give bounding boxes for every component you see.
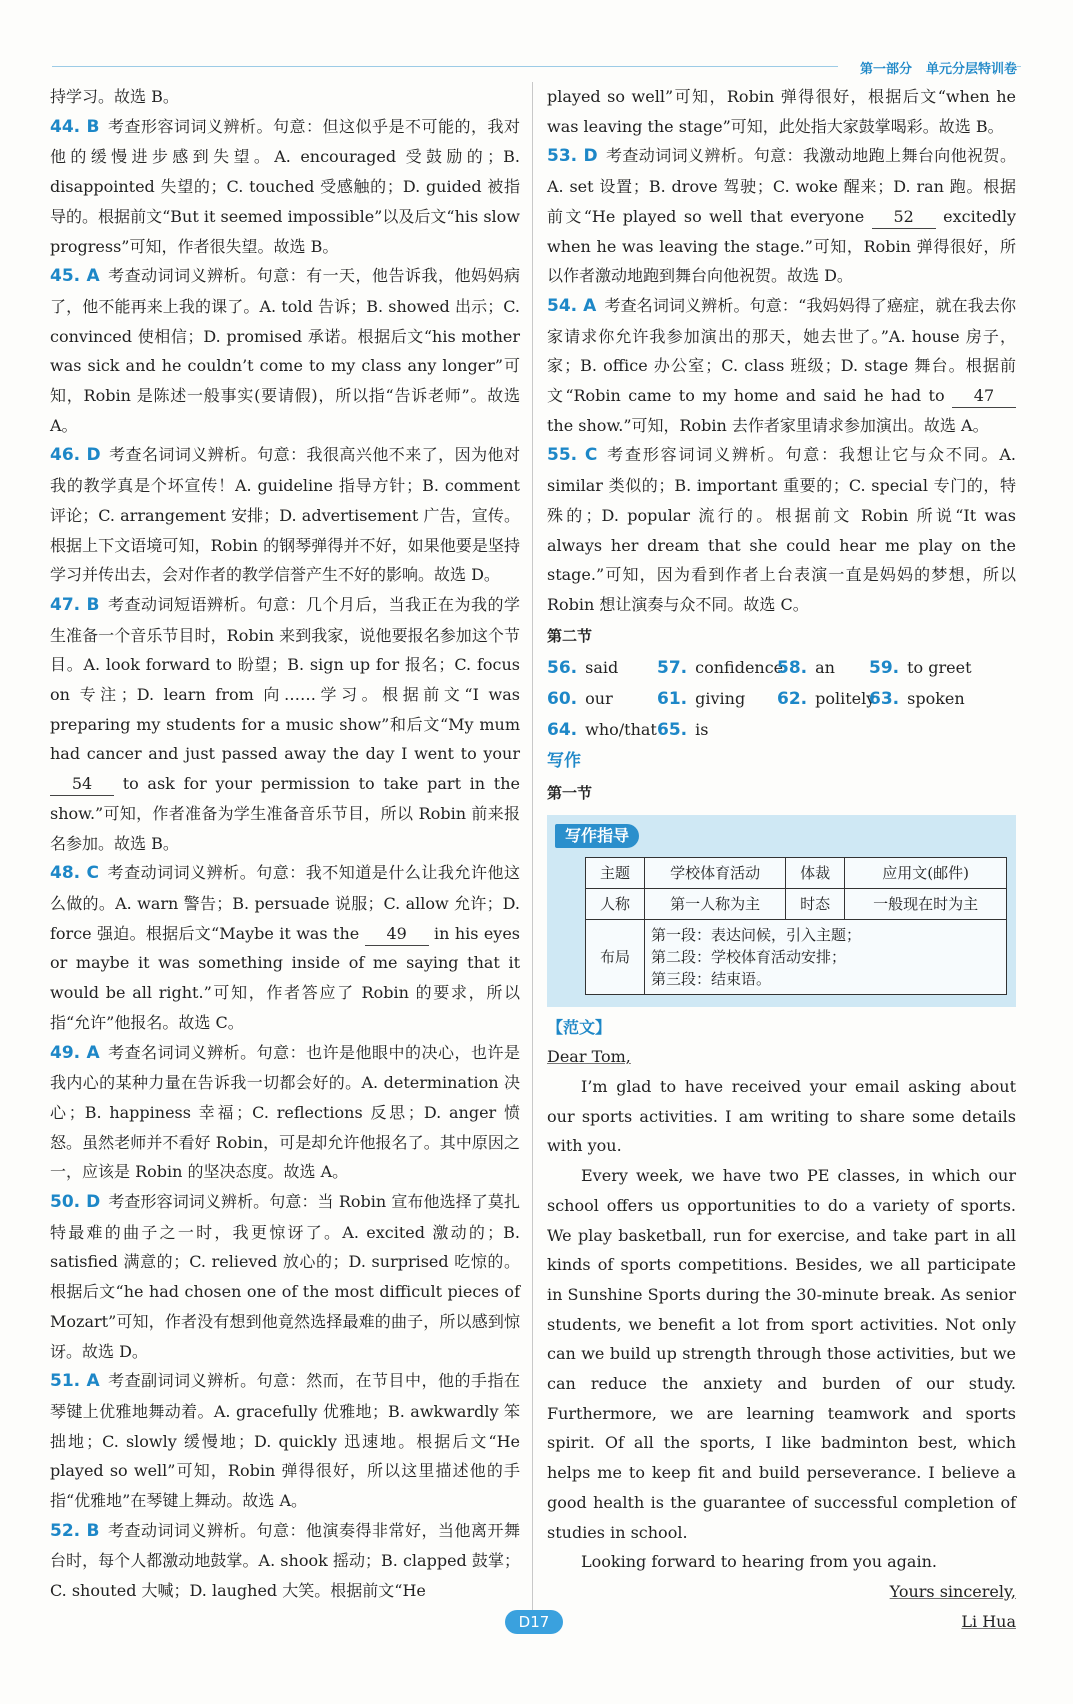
letter-paragraph: I’m glad to have received your email asking about our sports activities. I am writing to share some details with you. [547, 1076, 1016, 1156]
question-number: 47. B [50, 594, 100, 615]
explanation-item: 45. A 考查动词词义辨析。句意：有一天，他告诉我，他妈妈病了，他不能再来上我的课了。A. told 告诉；B. showed 出示；C. convinced 使相信；D. promised 承诺。根据后文“his mother was sick and he couldn’t come to my class any longer”可知，Robin 是陈述一般事实(要请假)，所以指“告诉老师”。故选 A。 [50, 266, 520, 435]
header-title: 单元分层特训卷 [925, 62, 1017, 77]
section-heading: 第二节 [547, 626, 593, 645]
letter-closing: Yours sincerely, [889, 1581, 1016, 1601]
header-part: 第一部分 [859, 62, 912, 77]
explanation-item: 53. D 考查动词词义辨析。句意：我激动地跑上舞台向他祝贺。A. set 设置；B. drove 驾驶；C. woke 醒来；D. ran 跑。根据前文“He played so well that everyone 52 excitedly when he was leaving the stage.”可知，Robin 弹得很好，所以作者激动地跑到舞台向他祝贺。故选 D。 [547, 146, 1016, 286]
answer-item: 56. said [547, 658, 619, 679]
question-number: 50. D [50, 1192, 101, 1213]
page-number: D17 [505, 1610, 563, 1634]
guide-cell: 主题 [586, 857, 645, 888]
column-divider [532, 82, 533, 1617]
answer-item: 64. who/that [547, 719, 657, 740]
explanation-item: 44. B 考查形容词词义辨析。句意：但这似乎是不可能的，我对他的缓慢进步感到失望。A. encouraged 受鼓励的；B. disappointed 失望的；C. touched 受感触的；D. guided 被指导的。根据前文“But it seemed impossible”以及后文“his slow progress”可知，作者很失望。故选 B。 [50, 116, 520, 256]
blank-number: 49 [365, 923, 429, 946]
answer-item: 57. confidence [657, 658, 784, 679]
answer-item: 59. to greet [869, 658, 972, 679]
question-number: 49. A [50, 1042, 100, 1063]
guide-cell: 体裁 [786, 857, 845, 888]
explanation-item: 52. B 考查动词词义辨析。句意：他演奏得非常好，当他离开舞台时，每个人都激动地鼓掌。A. shook 摇动；B. clapped 鼓掌；C. shouted 大喊；D. laughed 大笑。根据前文“He [50, 1520, 520, 1601]
question-number: 45. A [50, 266, 100, 287]
letter-paragraph: Looking forward to hearing from you again. [581, 1552, 937, 1572]
answer-row [547, 653, 1016, 684]
explanation-item: 48. C 考查动词词义辨析。句意：我不知道是什么让我允许他这么做的。A. warn 警告；B. persuade 说服；C. allow 允许；D. force 强迫。根据后文“Maybe it was the 49 in his eyes or maybe it was something inside of me saying that it would be all right.”可知，作者答应了 Robin 的要求，所以指“允许”他报名。故选 C。 [50, 863, 521, 1032]
answer-row [547, 715, 1016, 746]
letter-paragraph: Every week, we have two PE classes, in which our school offers us opportunities to do a variety of sports. We play basketball, run for exercise, and take part in all kinds of sports competitions. Besides, we all participate in Sunshine Sports during the 30-minute break. As senior students, we benefit a lot from sport activities. Not only can we build up strength through those activities, but we can reduce the anxiety and burden of our study. Furthermore, we are learning teamwork and sports spirit. Of all the sports, I like badminton best, which helps me to keep fit and build perseverance. I believe a good health is the guarantee of successful completion of studies in school. [547, 1166, 1016, 1542]
question-number: 55. C [547, 445, 598, 466]
question-number: 51. A [50, 1371, 100, 1392]
answer-item: 60. our [547, 689, 613, 710]
guide-layout-cell: 第一段：表达问候，引入主题； 第二段：学校体育活动安排； 第三段：结束语。 [644, 919, 1006, 994]
explanation-item: 46. D 考查名词词义辨析。句意：我很高兴他不来了，因为他对我的教学真是个坏宣传！A. guideline 指导方针；B. comment 评论；C. arrangement 安排；D. advertisement 广告，宣传。根据上下文语境可知，Robin 的钢琴弹得并不好，如果他要是坚持学习并传出去，会对作者的教学信誉产生不好的影响。故选 D。 [50, 445, 520, 585]
question-number: 44. B [50, 116, 100, 137]
guide-cell: 第一人称为主 [644, 888, 785, 919]
sample-letter [547, 1042, 1016, 1636]
right-column [547, 82, 1016, 1636]
answer-item: 62. politely [777, 689, 876, 710]
guide-cell: 布局 [586, 919, 645, 994]
left-column [50, 82, 520, 1606]
answer-row [547, 684, 1016, 715]
blank-number: 52 [872, 206, 936, 229]
answer-item: 61. giving [657, 689, 746, 710]
running-header [838, 58, 1017, 77]
explanation-item: 持学习。故选 B。 [50, 87, 179, 106]
question-number: 48. C [50, 863, 100, 884]
explanation-item: played so well”可知，Robin 弹得很好，根据后文“when he was leaving the stage”可知，此处指大家鼓掌喝彩。故选 B。 [547, 87, 1016, 136]
blank-number: 54 [50, 773, 114, 796]
writing-guide-table [585, 857, 1007, 995]
answer-item: 65. is [657, 719, 709, 740]
explanation-item: 51. A 考查副词词义辨析。句意：然而，在节目中，他的手指在琴键上优雅地舞动着。A. gracefully 优雅地；B. awkwardly 笨拙地；C. slowly 缓慢地；D. quickly 迅速地。根据后文“He played so well”可知，Robin 弹得很好，所以这里描述他的手指“优雅地”在琴键上舞动。故选 A。 [50, 1371, 520, 1511]
guide-cell: 应用文(邮件) [845, 857, 1007, 888]
guide-cell: 人称 [586, 888, 645, 919]
sample-essay-tag: 【范文】 [547, 1017, 612, 1037]
explanation-item: 47. B 考查动词短语辨析。句意：几个月后，当我正在为我的学生准备一个音乐节目时，Robin 来到我家，说他要报名参加这个节目。A. look forward to 盼望；B. sign up for 报名；C. focus on 专注；D. learn from 向……学习。根据前文“I was preparing my students for a music show”和后文“My mum had cancer and just passed away the day I went to your 54 to ask for your permission to take part in the show.”可知，作者准备为学生准备音乐节目，所以 Robin 前来报名参加。故选 B。 [50, 594, 520, 853]
section-heading: 第一节 [547, 784, 593, 803]
writing-heading: 写作 [547, 751, 581, 772]
question-number: 53. D [547, 146, 598, 167]
letter-greeting: Dear Tom, [547, 1047, 631, 1067]
writing-guide-tag: 写作指导 [555, 824, 639, 848]
explanation-item: 50. D 考查形容词词义辨析。句意：当 Robin 宣布他选择了莫扎特最难的曲子之一时，我更惊讶了。A. excited 激动的；B. satisfied 满意的；C. relieved 放心的；D. surprised 吃惊的。根据后文“he had chosen one of the most difficult pieces of Mozart”可知，作者没有想到他竟然选择最难的曲子，所以感到惊讶。故选 D。 [50, 1192, 520, 1361]
question-number: 46. D [50, 445, 101, 466]
question-number: 54. A [547, 295, 597, 316]
question-number: 52. B [50, 1520, 100, 1541]
explanation-item: 54. A 考查名词词义辨析。句意：“我妈妈得了癌症，就在我去你家请求你允许我参加演出的那天，她去世了。”A. house 房子，家；B. office 办公室；C. class 班级；D. stage 舞台。根据前文“Robin came to my home and said he had to 47 the show.”可知，Robin 去作者家里请求参加演出。故选 A。 [547, 295, 1016, 435]
answer-item: 58. an [777, 658, 835, 679]
writing-guide [547, 815, 1016, 1007]
guide-cell: 学校体育活动 [644, 857, 785, 888]
guide-cell: 时态 [786, 888, 845, 919]
answer-item: 63. spoken [869, 689, 965, 710]
blank-number: 47 [952, 385, 1016, 408]
explanation-item: 55. C 考查形容词词义辨析。句意：我想让它与众不同。A. similar 类似的；B. important 重要的；C. special 专门的，特殊的；D. popular 流行的。根据前文 Robin 所说“It was always her dream that she could hear me play on the stage.”可知，因为看到作者上台表演一直是妈妈的梦想，所以 Robin 想让演奏与众不同。故选 C。 [547, 445, 1016, 614]
guide-cell: 一般现在时为主 [845, 888, 1007, 919]
letter-signature: Li Hua [961, 1611, 1016, 1631]
explanation-item: 49. A 考查名词词义辨析。句意：也许是他眼中的决心，也许是我内心的某种力量在告诉我一切都会好的。A. determination 决心；B. happiness 幸福；C. reflections 反思；D. anger 愤怒。虽然老师并不看好 Robin，可是却允许他报名了。其中原因之一，应该是 Robin 的坚决态度。故选 A。 [50, 1042, 520, 1182]
